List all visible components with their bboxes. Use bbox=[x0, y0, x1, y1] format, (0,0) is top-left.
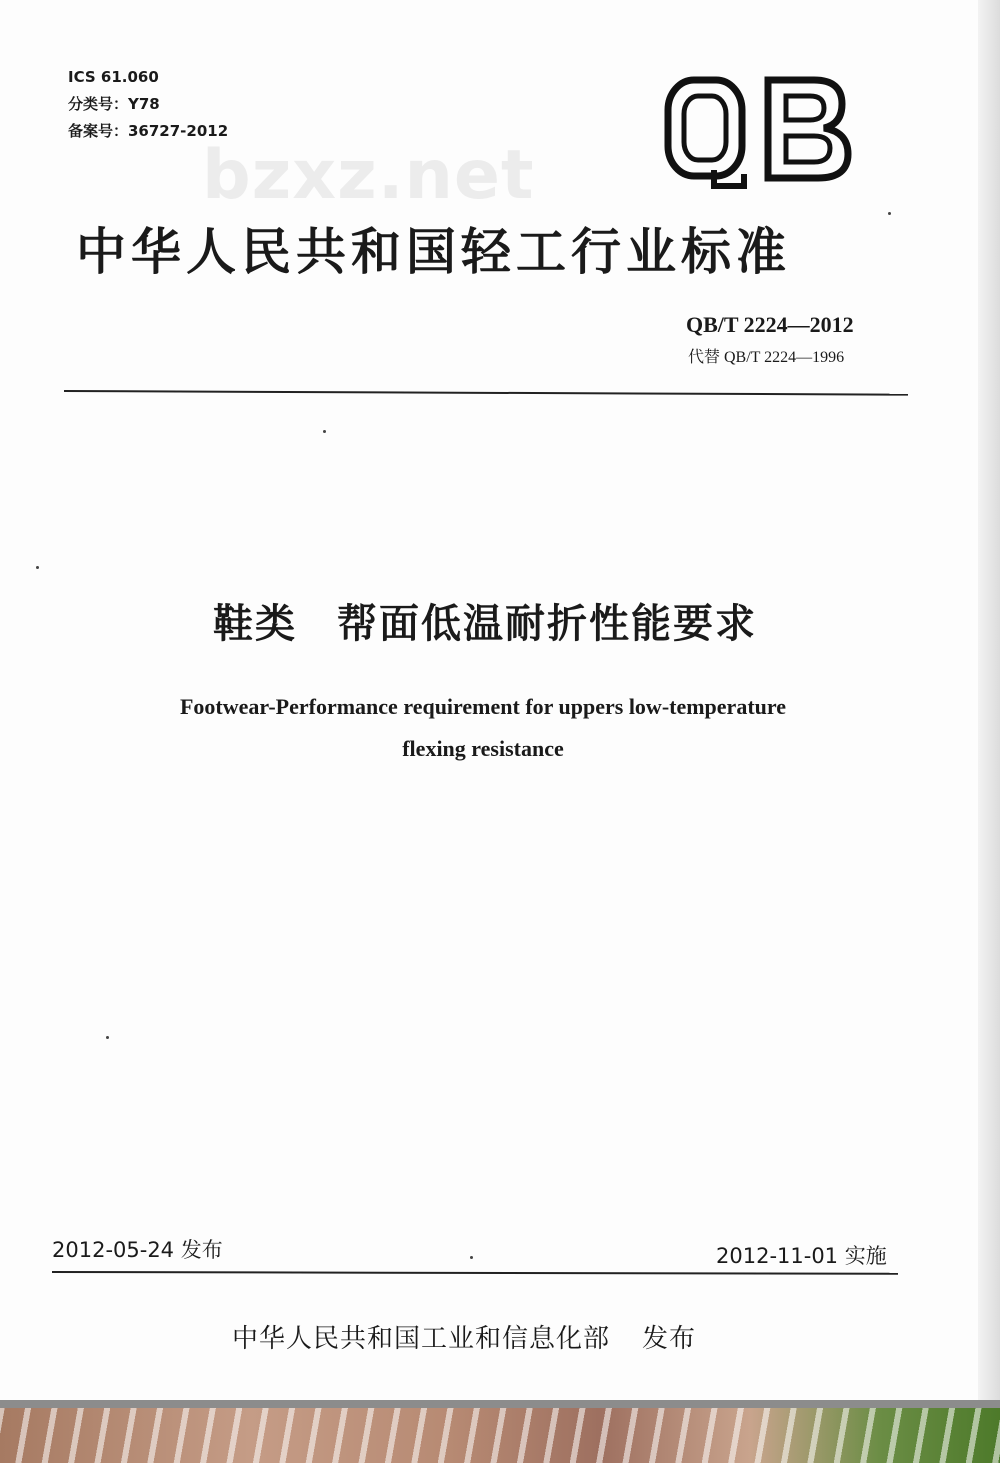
issuer-name: 中华人民共和国工业和信息化部 bbox=[232, 1324, 611, 1354]
replaces-standard: 代替 QB/T 2224—1996 bbox=[688, 349, 845, 366]
title-cn-part2: 帮面低温耐折性能要求 bbox=[337, 601, 757, 647]
standard-number: QB/T 2224—2012 bbox=[686, 312, 854, 337]
title-en-line1: Footwear-Performance requirement for uppers low-temperature bbox=[179, 694, 787, 719]
classification-code: 分类号：Y78 bbox=[68, 95, 160, 113]
scan-speck bbox=[106, 1036, 109, 1039]
background-photo-strip bbox=[0, 1400, 1000, 1463]
document-title-en bbox=[0, 686, 966, 770]
bottom-divider bbox=[52, 1271, 898, 1275]
ics-code: ICS 61.060 bbox=[68, 68, 159, 86]
watermark: bzxz.net bbox=[202, 136, 535, 215]
implement-date: 2012-11-01 实施 bbox=[716, 1244, 887, 1268]
publish-date: 2012-05-24 发布 bbox=[52, 1238, 223, 1262]
record-number: 备案号：36727-2012 bbox=[68, 122, 229, 140]
page-edge-shadow bbox=[978, 0, 1000, 1400]
title-cn-part1: 鞋类 bbox=[213, 601, 297, 647]
title-en-line2: flexing resistance bbox=[402, 736, 564, 761]
scan-speck bbox=[36, 566, 39, 569]
scan-speck bbox=[323, 430, 326, 433]
scan-speck bbox=[888, 212, 891, 215]
issuer-action: 发布 bbox=[642, 1324, 697, 1354]
page-bottom-shadow bbox=[0, 1400, 1000, 1408]
standard-title: 中华人民共和国轻工行业标准 bbox=[76, 223, 791, 281]
document-title-cn bbox=[0, 592, 970, 649]
header-meta bbox=[68, 64, 228, 145]
top-divider bbox=[64, 390, 908, 396]
qb-logo bbox=[664, 74, 852, 192]
issuer bbox=[232, 1318, 696, 1355]
scan-speck bbox=[470, 1256, 473, 1259]
